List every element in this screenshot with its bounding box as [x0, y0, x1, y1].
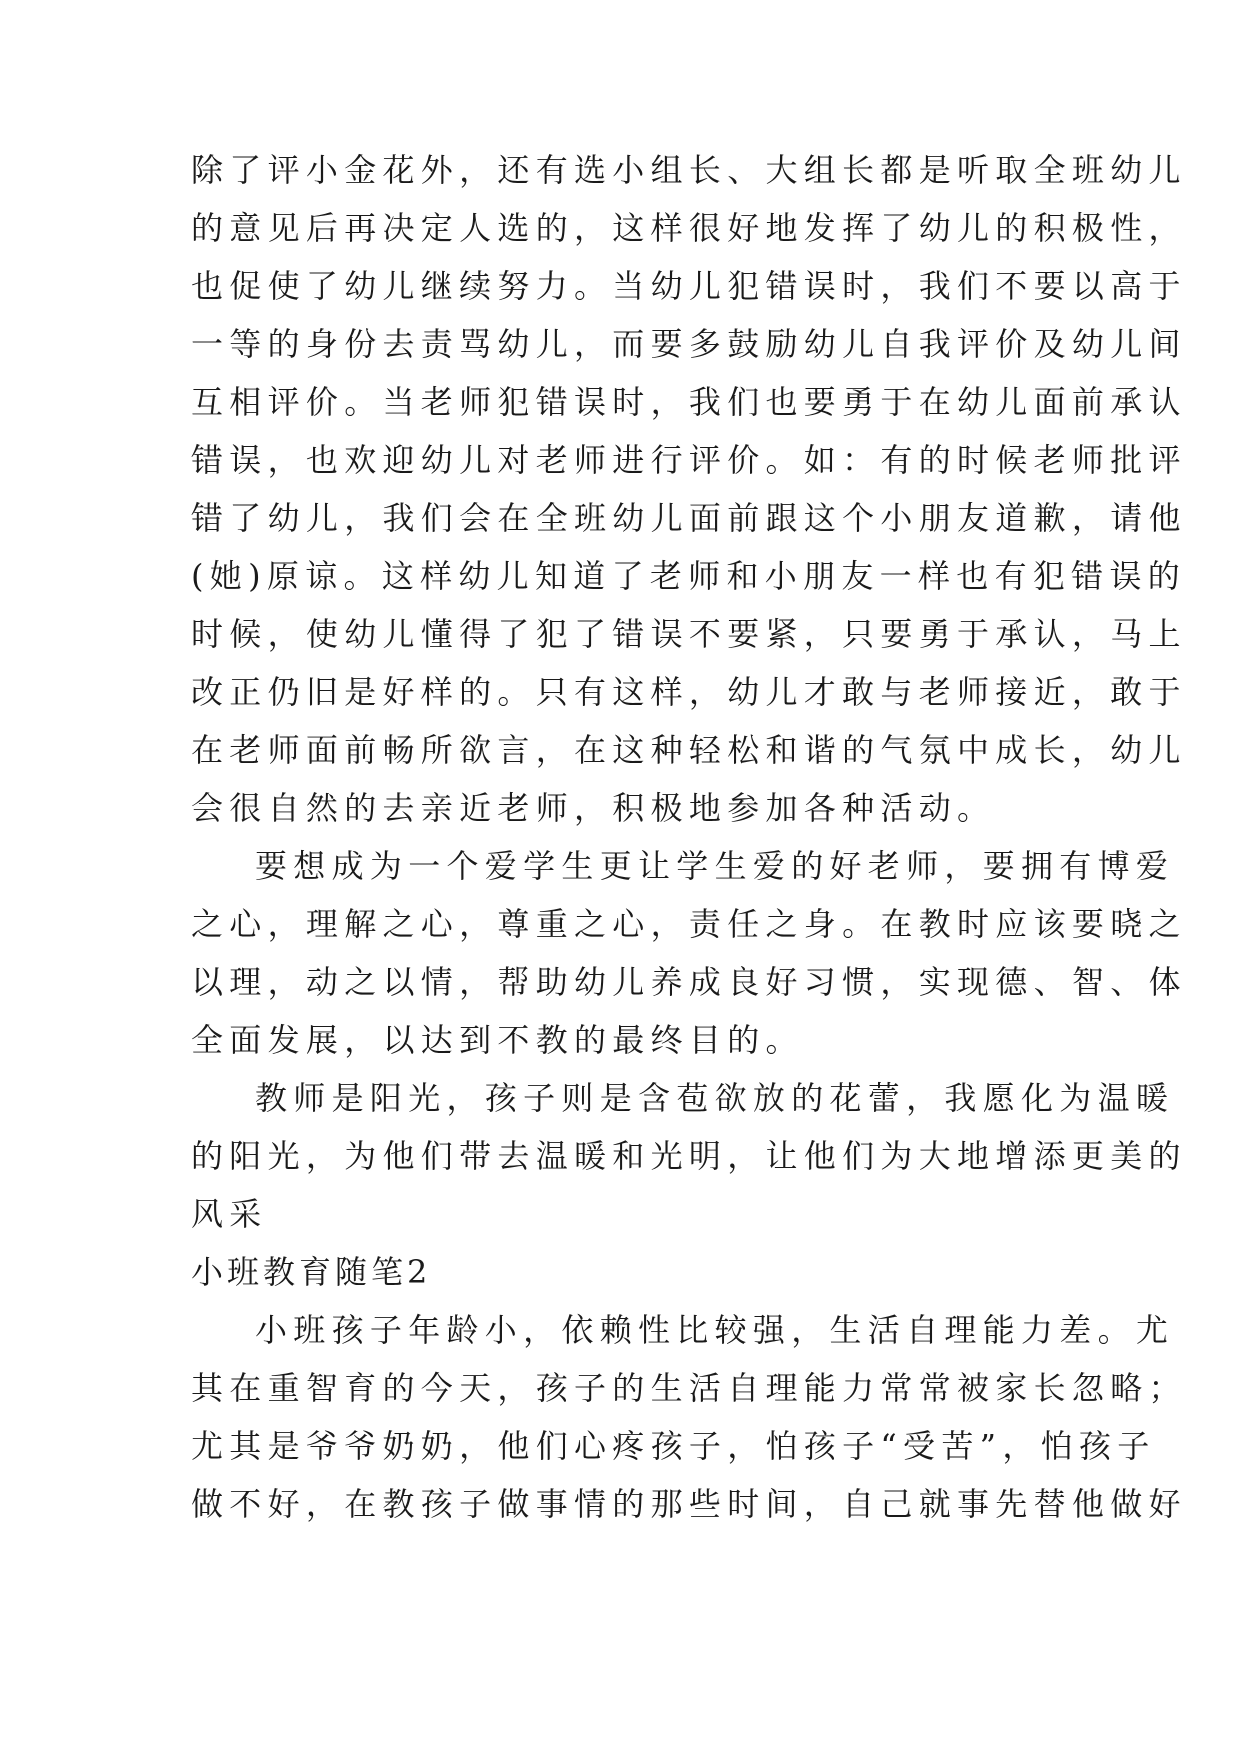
paragraph-line: 做不好，在教孩子做事情的那些时间，自己就事先替他做好: [191, 1485, 1187, 1523]
paragraph-line: 以理，动之以情，帮助幼儿养成良好习惯，实现德、智、体: [191, 963, 1187, 1001]
paragraph-line: 错误，也欢迎幼儿对老师进行评价。如：有的时候老师批评: [191, 441, 1187, 479]
paragraph-line: 之心，理解之心，尊重之心，责任之身。在教时应该要晓之: [191, 905, 1187, 943]
paragraph-line: 尤其是爷爷奶奶，他们心疼孩子，怕孩子“受苦”，怕孩子: [191, 1427, 1156, 1465]
paragraph-line: 互相评价。当老师犯错误时，我们也要勇于在幼儿面前承认: [191, 383, 1187, 421]
paragraph-line: 教师是阳光，孩子则是含苞欲放的花蕾，我愿化为温暖: [255, 1079, 1175, 1117]
paragraph-line: 小班孩子年龄小，依赖性比较强，生活自理能力差。尤: [255, 1311, 1175, 1349]
paragraph-line: 全面发展，以达到不教的最终目的。: [191, 1021, 804, 1059]
paragraph-line: 除了评小金花外，还有选小组长、大组长都是听取全班幼儿: [191, 151, 1187, 189]
paragraph-line: 时候，使幼儿懂得了犯了错误不要紧，只要勇于承认，马上: [191, 615, 1187, 653]
paragraph-line: 的阳光，为他们带去温暖和光明，让他们为大地增添更美的: [191, 1137, 1187, 1175]
paragraph-line: 错了幼儿，我们会在全班幼儿面前跟这个小朋友道歉，请他: [191, 499, 1187, 537]
paragraph-line: 风采: [191, 1195, 268, 1233]
paragraph-line: 一等的身份去责骂幼儿，而要多鼓励幼儿自我评价及幼儿间: [191, 325, 1187, 363]
section-heading: 小班教育随笔2: [191, 1253, 432, 1291]
paragraph-line: 也促使了幼儿继续努力。当幼儿犯错误时，我们不要以高于: [191, 267, 1187, 305]
paragraph-line: 其在重智育的今天，孩子的生活自理能力常常被家长忽略；: [191, 1369, 1187, 1407]
paragraph-line: 的意见后再决定人选的，这样很好地发挥了幼儿的积极性，: [191, 209, 1187, 247]
paragraph-line: 会很自然的去亲近老师，积极地参加各种活动。: [191, 789, 996, 827]
paragraph-line: 改正仍旧是好样的。只有这样，幼儿才敢与老师接近，敢于: [191, 673, 1187, 711]
paragraph-line: (她)原谅。这样幼儿知道了老师和小朋友一样也有犯错误的: [191, 557, 1187, 595]
paragraph-line: 要想成为一个爱学生更让学生爱的好老师，要拥有博爱: [255, 847, 1175, 885]
paragraph-line: 在老师面前畅所欲言，在这种轻松和谐的气氛中成长，幼儿: [191, 731, 1187, 769]
